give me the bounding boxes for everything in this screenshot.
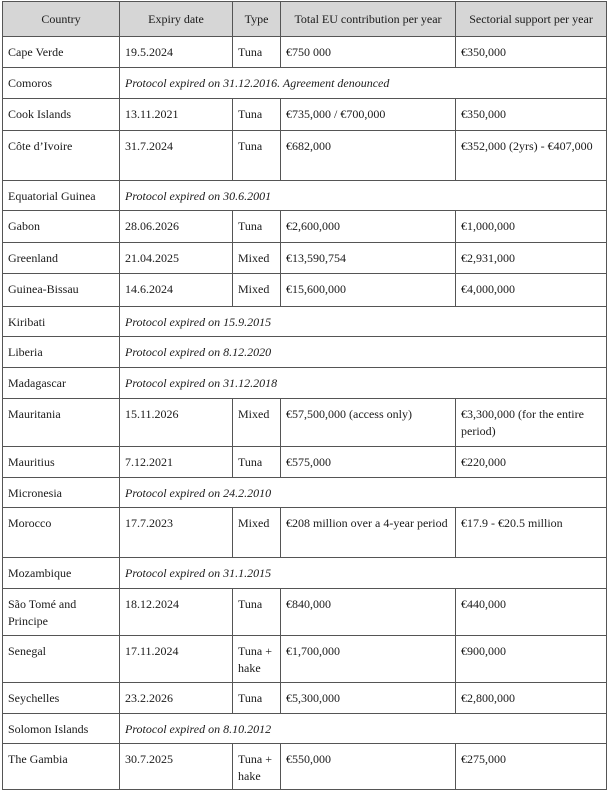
cell-country: Senegal [3,636,120,683]
cell-expiry-date: 17.7.2023 [120,508,233,558]
cell-type: Tuna [233,37,281,68]
header-country: Country [3,2,120,37]
cell-expiry-date: 19.5.2024 [120,37,233,68]
table-row [3,243,607,274]
cell-type: Tuna [233,447,281,478]
cell-country: Mozambique [3,558,120,589]
cell-total-eu-contribution: €1,700,000 [281,636,456,683]
cell-total-eu-contribution: €750 000 [281,37,456,68]
header-row [3,2,607,37]
cell-type: Tuna [233,211,281,243]
cell-protocol-note: Protocol expired on 15.9.2015 [120,307,607,337]
header-type: Type [233,2,281,37]
table-row [3,274,607,307]
table-row [3,337,607,368]
table-row [3,744,607,790]
cell-sectorial-support: €900,000 [456,636,607,683]
cell-type: Tuna + hake [233,636,281,683]
cell-total-eu-contribution: €5,300,000 [281,683,456,714]
header-sectorial-support: Sectorial support per year [456,2,607,37]
cell-sectorial-support: €275,000 [456,744,607,790]
cell-total-eu-contribution: €2,600,000 [281,211,456,243]
cell-type: Tuna + hake [233,744,281,790]
cell-country: Gabon [3,211,120,243]
cell-expiry-date: 7.12.2021 [120,447,233,478]
cell-country: Côte d’Ivoire [3,131,120,181]
fisheries-agreements-table [2,1,607,790]
cell-sectorial-support: €17.9 - €20.5 million [456,508,607,558]
cell-total-eu-contribution: €550,000 [281,744,456,790]
cell-sectorial-support: €4,000,000 [456,274,607,307]
cell-expiry-date: 18.12.2024 [120,589,233,636]
table-row [3,399,607,447]
cell-country: Equatorial Guinea [3,181,120,211]
cell-expiry-date: 31.7.2024 [120,131,233,181]
cell-expiry-date: 30.7.2025 [120,744,233,790]
cell-total-eu-contribution: €575,000 [281,447,456,478]
cell-country: Seychelles [3,683,120,714]
cell-total-eu-contribution: €57,500,000 (access only) [281,399,456,447]
table-row [3,68,607,99]
cell-sectorial-support: €220,000 [456,447,607,478]
cell-total-eu-contribution: €840,000 [281,589,456,636]
cell-country: Greenland [3,243,120,274]
cell-country: Mauritius [3,447,120,478]
cell-type: Mixed [233,274,281,307]
cell-protocol-note: Protocol expired on 30.6.2001 [120,181,607,211]
cell-total-eu-contribution: €682,000 [281,131,456,181]
table-row [3,636,607,683]
cell-type: Mixed [233,508,281,558]
cell-type: Tuna [233,99,281,131]
table-row [3,307,607,337]
cell-type: Tuna [233,683,281,714]
table-row [3,131,607,181]
cell-expiry-date: 21.04.2025 [120,243,233,274]
cell-sectorial-support: €3,300,000 (for the entire period) [456,399,607,447]
cell-sectorial-support: €1,000,000 [456,211,607,243]
cell-expiry-date: 23.2.2026 [120,683,233,714]
table-row [3,508,607,558]
cell-sectorial-support: €350,000 [456,99,607,131]
cell-country: The Gambia [3,744,120,790]
cell-type: Tuna [233,131,281,181]
cell-total-eu-contribution: €15,600,000 [281,274,456,307]
table-row [3,99,607,131]
table-row [3,447,607,478]
table-row [3,478,607,508]
cell-country: Cook Islands [3,99,120,131]
cell-protocol-note: Protocol expired on 31.12.2016. Agreement denounced [120,68,607,99]
cell-country: São Tomé and Principe [3,589,120,636]
cell-type: Tuna [233,589,281,636]
table-row [3,368,607,399]
cell-expiry-date: 13.11.2021 [120,99,233,131]
cell-country: Kiribati [3,307,120,337]
cell-protocol-note: Protocol expired on 24.2.2010 [120,478,607,508]
table-row [3,683,607,714]
cell-country: Comoros [3,68,120,99]
cell-country: Madagascar [3,368,120,399]
table-row [3,714,607,744]
cell-sectorial-support: €2,931,000 [456,243,607,274]
cell-type: Mixed [233,399,281,447]
cell-sectorial-support: €440,000 [456,589,607,636]
table-row [3,558,607,589]
cell-sectorial-support: €352,000 (2yrs) - €407,000 [456,131,607,181]
cell-sectorial-support: €2,800,000 [456,683,607,714]
table-row [3,37,607,68]
header-total-eu-contribution: Total EU contribution per year [281,2,456,37]
cell-total-eu-contribution: €735,000 / €700,000 [281,99,456,131]
table-row [3,181,607,211]
cell-country: Guinea-Bissau [3,274,120,307]
cell-country: Liberia [3,337,120,368]
cell-expiry-date: 15.11.2026 [120,399,233,447]
cell-protocol-note: Protocol expired on 31.12.2018 [120,368,607,399]
cell-country: Mauritania [3,399,120,447]
table-row [3,211,607,243]
cell-country: Cape Verde [3,37,120,68]
cell-total-eu-contribution: €208 million over a 4-year period [281,508,456,558]
cell-expiry-date: 17.11.2024 [120,636,233,683]
cell-protocol-note: Protocol expired on 8.10.2012 [120,714,607,744]
cell-expiry-date: 14.6.2024 [120,274,233,307]
cell-country: Micronesia [3,478,120,508]
header-expiry-date: Expiry date [120,2,233,37]
table-row [3,589,607,636]
cell-total-eu-contribution: €13,590,754 [281,243,456,274]
cell-protocol-note: Protocol expired on 8.12.2020 [120,337,607,368]
cell-type: Mixed [233,243,281,274]
cell-country: Morocco [3,508,120,558]
cell-country: Solomon Islands [3,714,120,744]
cell-sectorial-support: €350,000 [456,37,607,68]
cell-protocol-note: Protocol expired on 31.1.2015 [120,558,607,589]
cell-expiry-date: 28.06.2026 [120,211,233,243]
